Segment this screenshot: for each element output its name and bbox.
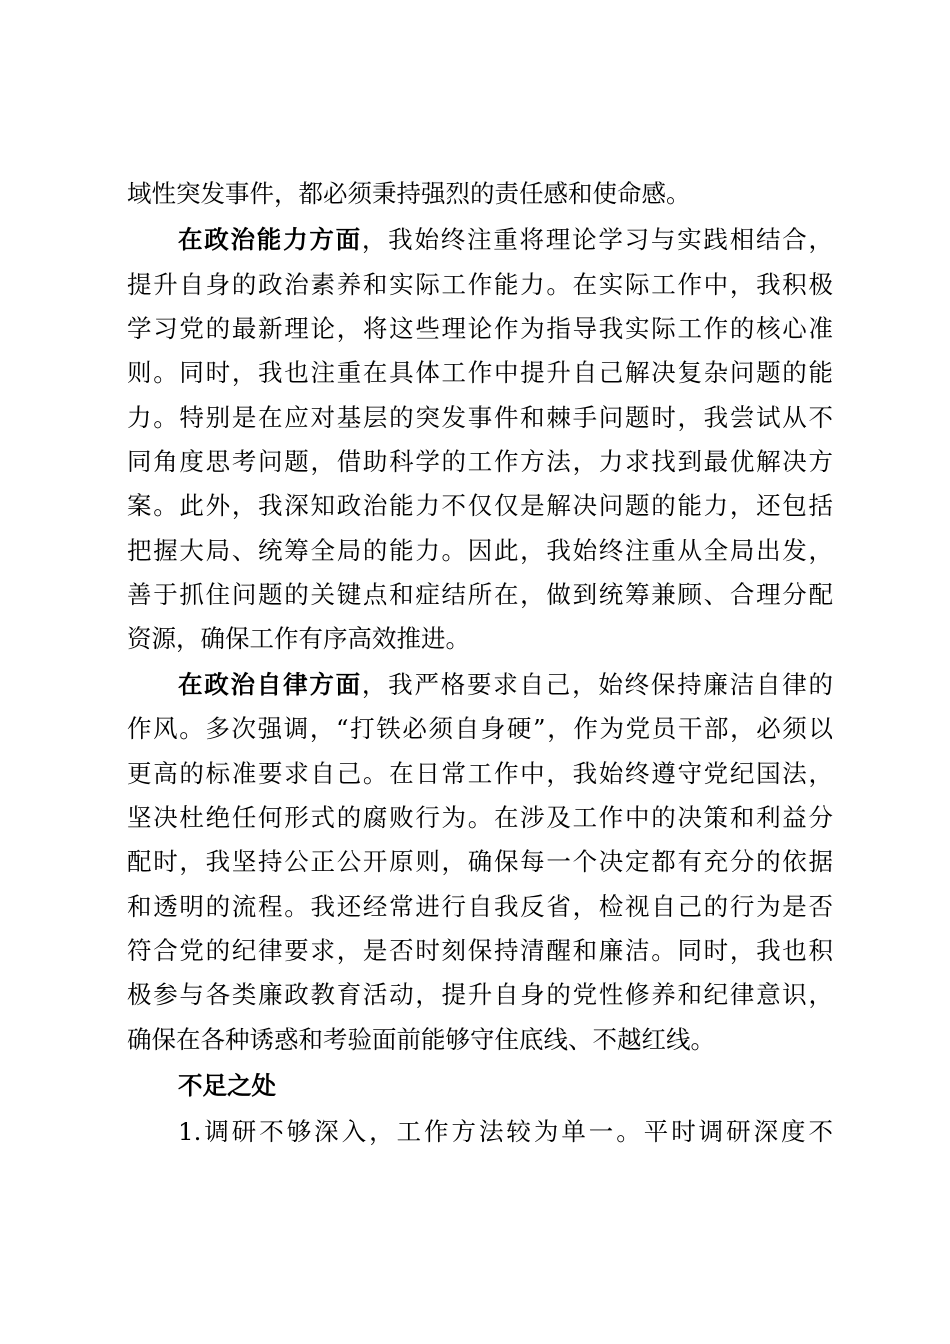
paragraph-lead-bold: 在政治能力方面 (178, 225, 362, 254)
paragraph-line: 确保在各种诱惑和考验面前能够守住底线、不越红线。 (127, 1025, 715, 1054)
paragraph-line: 力。特别是在应对基层的突发事件和棘手问题时，我尝试从不 (127, 403, 833, 432)
paragraph-line: 作风。多次强调，“打铁必须自身硬”，作为党员干部，必须以 (127, 714, 833, 743)
paragraph-line: 配时，我坚持公正公开原则，确保每一个决定都有充分的依据 (127, 847, 833, 876)
paragraph-line: 提升自身的政治素养和实际工作能力。在实际工作中，我积极 (127, 270, 833, 299)
paragraph-first-line (178, 665, 833, 705)
paragraph-lead-bold: 在政治自律方面 (178, 670, 362, 699)
paragraph-line: 则。同时，我也注重在具体工作中提升自己解决复杂问题的能 (127, 358, 833, 387)
paragraph-line: 更高的标准要求自己。在日常工作中，我始终遵守党纪国法， (127, 759, 833, 788)
section-heading: 不足之处 (178, 1071, 276, 1100)
paragraph-line-rest: ，我始终注重将理论学习与实践相结合， (361, 225, 834, 254)
paragraph-line: 极参与各类廉政教育活动，提升自身的党性修养和纪律意识， (127, 980, 833, 1009)
paragraph-line: 把握大局、统筹全局的能力。因此，我始终注重从全局出发， (127, 536, 833, 565)
paragraph-line: 坚决杜绝任何形式的腐败行为。在涉及工作中的决策和利益分 (127, 803, 833, 832)
paragraph-line: 域性突发事件，都必须秉持强烈的责任感和使命感。 (127, 179, 691, 208)
paragraph-first-line: 1.调研不够深入，工作方法较为单一。平时调研深度不 (178, 1117, 833, 1146)
paragraph-line: 案。此外，我深知政治能力不仅仅是解决问题的能力，还包括 (127, 491, 833, 520)
paragraph-line: 符合党的纪律要求，是否时刻保持清醒和廉洁。同时，我也积 (127, 936, 833, 965)
paragraph-line-rest: ，我严格要求自己，始终保持廉洁自律的 (361, 670, 834, 699)
paragraph-line: 资源，确保工作有序高效推进。 (127, 624, 470, 653)
paragraph-line: 和透明的流程。我还经常进行自我反省，检视自己的行为是否 (127, 892, 833, 921)
paragraph-line: 同角度思考问题，借助科学的工作方法，力求找到最优解决方 (127, 447, 833, 476)
paragraph-line: 善于抓住问题的关键点和症结所在，做到统筹兼顾、合理分配 (127, 580, 833, 609)
paragraph-first-line (178, 220, 833, 260)
paragraph-line: 学习党的最新理论，将这些理论作为指导我实际工作的核心准 (127, 314, 833, 343)
